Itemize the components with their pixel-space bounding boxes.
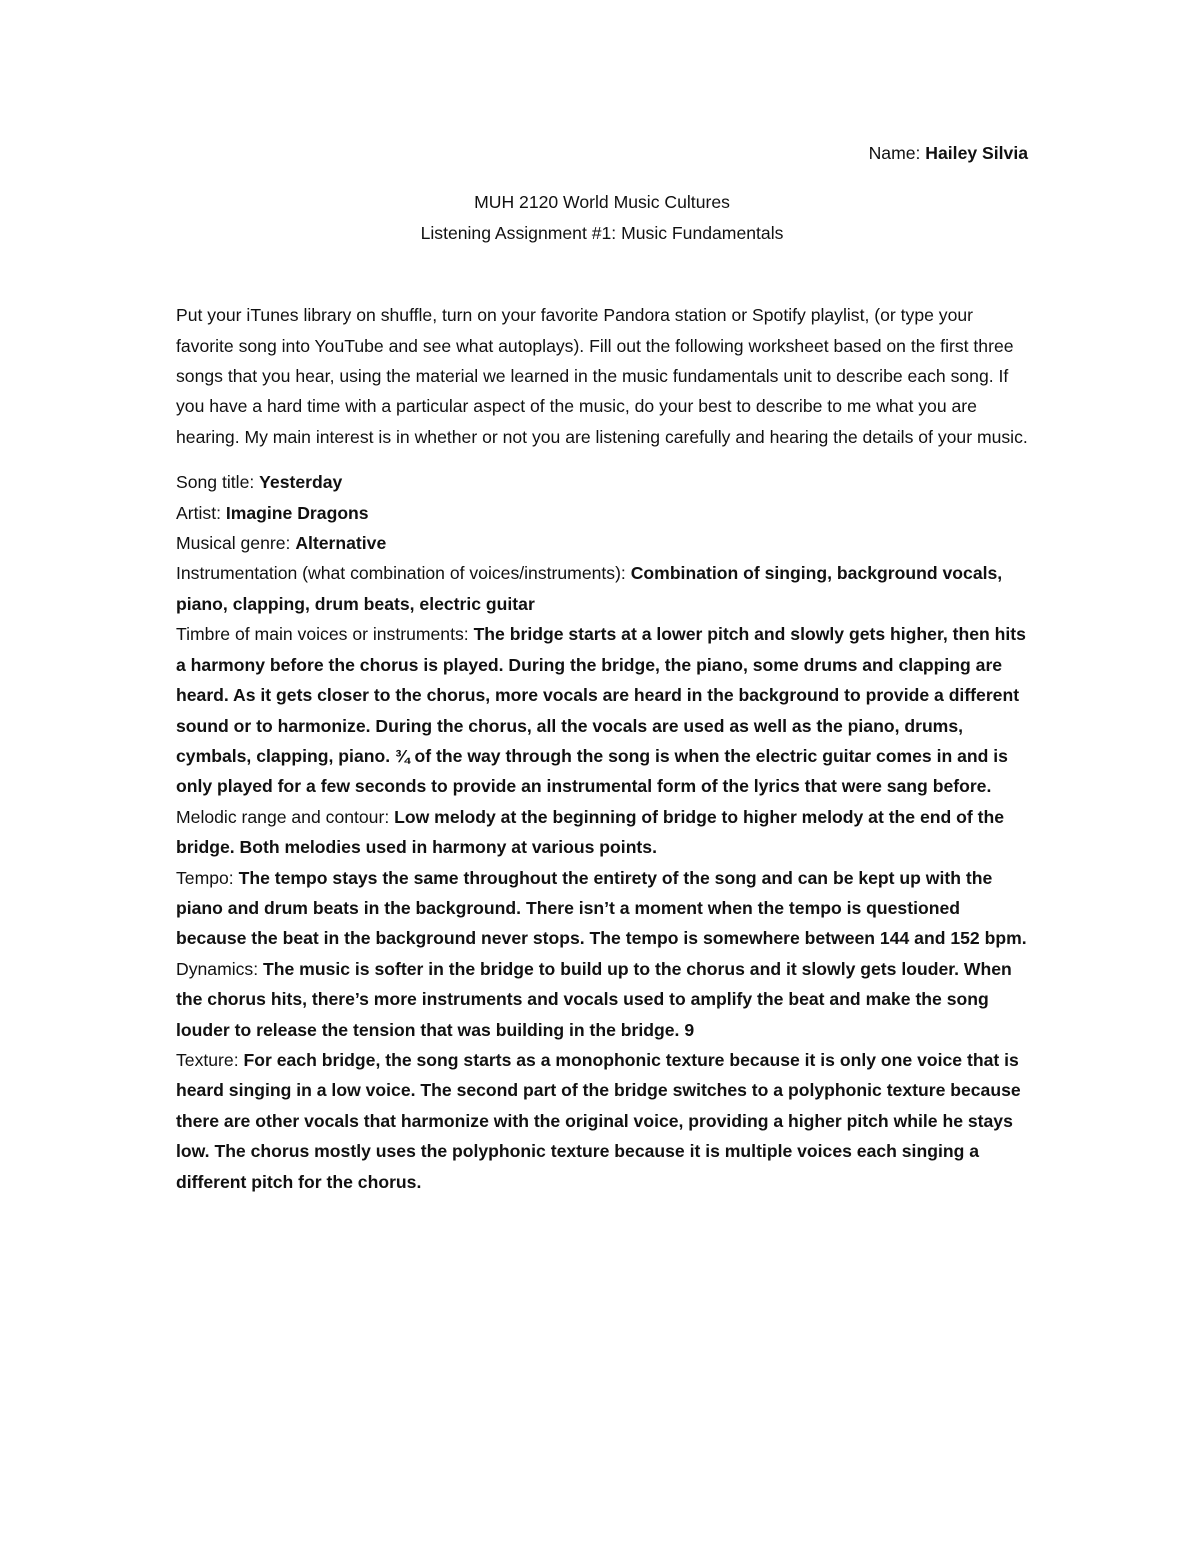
assignment-title: Listening Assignment #1: Music Fundamentals — [420, 222, 784, 243]
field-label: Texture: — [176, 1049, 244, 1070]
field-label: Tempo: — [176, 867, 239, 888]
field-answer: Low melody at the beginning of bridge to higher melody at the end of the bridge. Both melodies used in harmony at various points. — [176, 806, 1005, 858]
field-label: Song title: — [176, 472, 260, 493]
field-genre — [176, 528, 1028, 558]
field-label: Timbre of main voices or instruments: — [176, 624, 474, 645]
field-answer: Yesterday — [259, 472, 343, 493]
field-answer: The bridge starts at a lower pitch and slowly gets higher, then hits a harmony before the chorus is played. During the bridge, the piano, some drums and clapping are heard. As it gets closer to the chorus, more vocals are heard in the background to provide a different sound or to harmonize. During the chorus, all the vocals are used as well as the piano, drums, cymbals, clapping, piano. ¾ of the way through the song is when the electric guitar comes in and is only played for a few seconds to provide an instrumental form of the lyrics that were sang before. — [176, 624, 1026, 797]
field-artist — [176, 498, 1028, 528]
field-label: Musical genre: — [176, 533, 296, 554]
student-name-line — [176, 138, 1028, 168]
field-label: Melodic range and contour: — [176, 806, 395, 827]
field-melodic-range — [176, 802, 1028, 863]
field-answer: Combination of singing, background vocals, piano, clapping, drum beats, electric guitar — [176, 563, 1003, 614]
field-dynamics — [176, 954, 1028, 1045]
field-label: Artist: — [176, 502, 226, 523]
field-answer: Imagine Dragons — [225, 502, 369, 523]
field-answer: Alternative — [295, 533, 387, 554]
field-instrumentation — [176, 558, 1028, 619]
name-label: Name: — [868, 143, 926, 163]
field-song-title — [176, 467, 1028, 497]
document-heading — [176, 187, 1028, 248]
document-body — [176, 138, 1028, 1197]
student-name: Hailey Silvia — [925, 143, 1028, 163]
field-texture — [176, 1045, 1028, 1197]
field-timbre — [176, 619, 1028, 801]
field-label: Instrumentation (what combination of voices/instruments): — [176, 563, 631, 584]
field-answer: For each bridge, the song starts as a monophonic texture because it is only one voice that is heard singing in a low voice. The second part of the bridge switches to a polyphonic texture because there are other vocals that harmonize with the original voice, providing a higher pitch while he stays low. The chorus mostly uses the polyphonic texture because it is multiple voices each singing a different pitch for the chorus. — [176, 1049, 1021, 1192]
course-title: MUH 2120 World Music Cultures — [474, 192, 730, 213]
field-label: Dynamics: — [176, 958, 264, 979]
field-answer: The tempo stays the same throughout the entirety of the song and can be kept up with the piano and drum beats in the background. There isn’t a moment when the tempo is questioned because the beat in the background never stops. The tempo is somewhere between 144 and 152 bpm. — [176, 867, 1027, 949]
instructions-paragraph: Put your iTunes library on shuffle, turn on your favorite Pandora station or Spotify playlist, (or type your favorite song into YouTube and see what autoplays). Fill out the following worksheet based on the first three songs that you hear, using the material we learned in the music fundamentals unit to describe each song. If you have a hard time with a particular aspect of the music, do your best to describe to me what you are hearing. My main interest is in whether or not you are listening carefully and hearing the details of your music. — [176, 305, 1028, 447]
worksheet-fields — [176, 467, 1028, 1197]
field-tempo — [176, 863, 1028, 954]
field-answer: The music is softer in the bridge to build up to the chorus and it slowly gets louder. When the chorus hits, there’s more instruments and vocals used to amplify the beat and make the song louder to release the tension that was building in the bridge. 9 — [176, 958, 1012, 1040]
